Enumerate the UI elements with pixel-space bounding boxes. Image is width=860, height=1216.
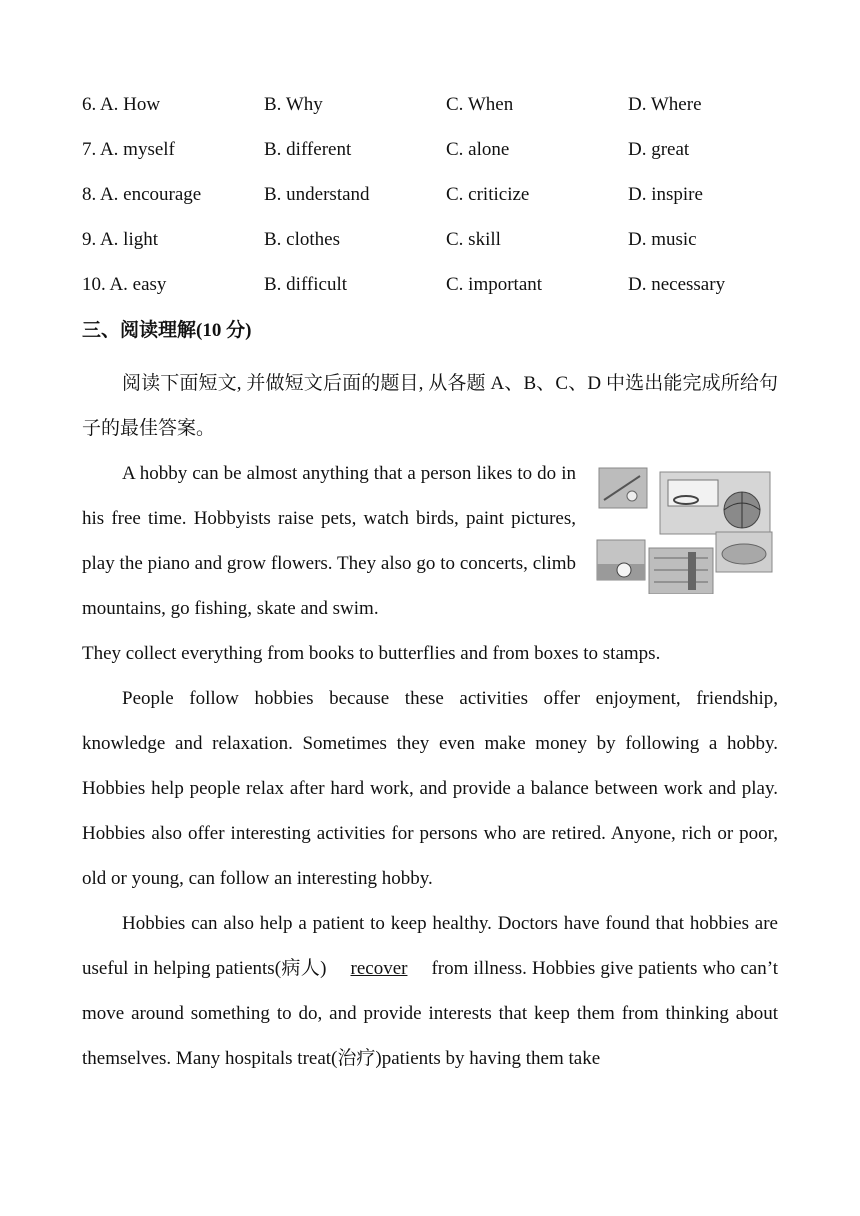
- passage-paragraph-1: A hobby can be almost anything that a person likes to do in his free time. Hobbyists raise pets, watch birds, paint pictures, play the piano and grow flowers. They also go to concerts, climb mountains, go fishing, skate and swim.: [82, 463, 576, 619]
- paragraph-3-start: Hobbies can also help a patient to keep healthy. Doctors have found that hobbies are useful in helping patients(病人): [82, 913, 778, 979]
- option-c: C. alone: [446, 139, 510, 160]
- option-b: B. clothes: [264, 229, 340, 250]
- section-instruction: 阅读下面短文, 并做短文后面的题目, 从各题 A、B、C、D 中选出能完成所给句子的最佳答案。: [82, 373, 778, 439]
- option-b: B. Why: [264, 94, 323, 115]
- option-a: 8. A. encourage: [82, 184, 202, 205]
- option-d: D. great: [628, 139, 690, 160]
- option-b: B. difficult: [264, 274, 348, 295]
- section-title: 三、阅读理解(10 分): [82, 320, 252, 341]
- option-d: D. necessary: [628, 274, 726, 295]
- paragraph-3-end: from illness. Hobbies give patients who can’t move around something to do, and provide interests that keep them from thinking about themselves. Many hospitals treat(治疗)patients by having them take: [82, 958, 778, 1069]
- underlined-word-recover: recover: [350, 958, 408, 979]
- passage-paragraph-3: [82, 901, 778, 1081]
- option-c: C. When: [446, 94, 514, 115]
- option-d: D. Where: [628, 94, 702, 115]
- passage-paragraph-1-continued: They collect everything from books to butterflies and from boxes to stamps.: [82, 643, 661, 664]
- option-d: D. music: [628, 229, 697, 250]
- option-c: C. criticize: [446, 184, 530, 205]
- collage-graphic: [596, 466, 774, 594]
- passage-paragraph-2: People follow hobbies because these activities offer enjoyment, friendship, knowledge and relaxation. Sometimes they even make money by following a hobby. Hobbies help people relax after hard work, and provide a balance between work and play. Hobbies also offer interesting activities for persons who are retired. Anyone, rich or poor, old or young, can follow an interesting hobby.: [82, 688, 778, 889]
- option-b: B. different: [264, 139, 352, 160]
- option-c: C. skill: [446, 229, 501, 250]
- option-a: 10. A. easy: [82, 274, 167, 295]
- option-a: 7. A. myself: [82, 139, 175, 160]
- option-b: B. understand: [264, 184, 370, 205]
- hobby-collage-image: [596, 466, 774, 594]
- option-c: C. important: [446, 274, 543, 295]
- option-a: 9. A. light: [82, 229, 159, 250]
- option-a: 6. A. How: [82, 94, 161, 115]
- option-d: D. inspire: [628, 184, 703, 205]
